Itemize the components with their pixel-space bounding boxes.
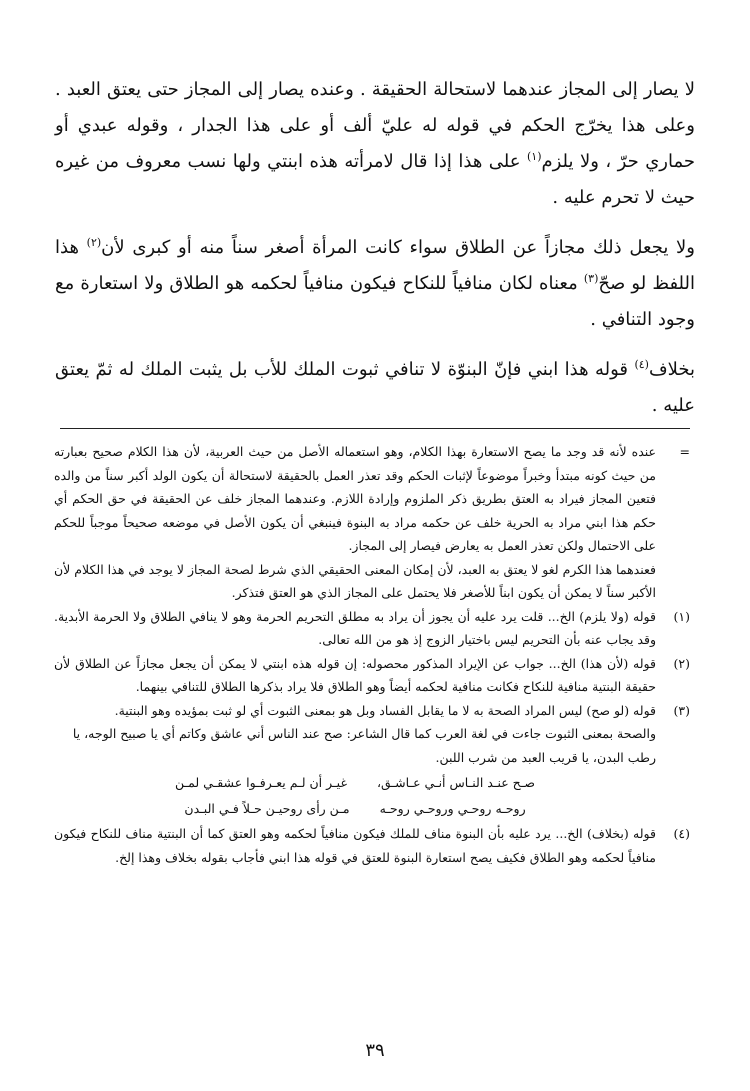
page-number: ٣٩ xyxy=(365,1040,385,1061)
continuation-marker: = xyxy=(679,444,690,459)
footnote-3-text: قوله (لو صح) ليس المراد الصحة به لا ما يقابل الفساد وبل هو بمعنى الثبوت أي لو ثبت بمؤيده وهو البنتية. xyxy=(114,702,656,718)
footnote-3-number: (٣) xyxy=(673,702,690,718)
continuation-body xyxy=(54,440,656,605)
footnote-4 xyxy=(54,822,690,869)
paragraph-3 xyxy=(55,352,695,424)
footnote-3-cont xyxy=(54,722,690,769)
footnote-4-text: قوله (بخلاف) الخ... يرد عليه بأن البنوة مناف للملك فيكون منافياً لحكمه وهو العتق كما أن البنتية مناف للنكاح فيكون منافياً لحكمه وهو الطلاق فكيف يصح استعارة البنوة للعتق في قوله هذا ابني فأجاب بقوله بخلاف وهذا إلخ. xyxy=(54,826,656,865)
footnote-3-body xyxy=(54,699,656,723)
verse-line-2 xyxy=(54,797,690,821)
footnote-3-text-2: والصحة بمعنى الثبوت جاءت في لغة العرب كما قال الشاعر: صح عند الناس أني عاشق وكاتم أي يا صبيح الوجه، يا رطب البدن، يا قريب العبد من شرب اللبن. xyxy=(72,726,656,765)
paragraph-2 xyxy=(55,230,695,338)
footnote-1 xyxy=(54,605,690,652)
footnote-2-number: (٢) xyxy=(673,655,690,671)
paragraph-2-text-a: ولا يجعل ذلك مجازاً عن الطلاق سواء كانت المرأة أصغر سناً منه أو كبرى لأن xyxy=(101,237,695,258)
footnote-continuation xyxy=(54,440,690,605)
paragraph-2-text-c: معناه لكان منافياً للنكاح فيكون منافياً لحكمه هو الطلاق ولا استعارة مع وجود التنافي . xyxy=(55,273,695,330)
continuation-text: عنده لأنه قد وجد ما يصح الاستعارة بهذا الكلام، وهو استعماله الأصل من حيث العربية، لأن هذا الكلام صحيح بعبارته من حيث كونه مبتدأ وخبراً موضوعاً لإثبات الحكم وقد تعذر العمل بالحقيقة لاستحالة أن يكون الولد أكبر سناً من والده فتعين المجاز فيراد به العتق بطريق ذكر الملزوم وإرادة اللازم. وعندهما المجاز خلف عن الحقيقة في حق الحكم أي حكم هذا ابني مراد به الحرية خلف عن حكمه مراد به البنوة فينبغي أن يكون الأصل في موضعه صحيحاً موجباً للحكم على الاحتمال ولكن تعذر العمل به يعارض فيصار إلى المجاز. xyxy=(54,444,656,553)
footnote-3-cont-spacer xyxy=(656,722,690,769)
footnote-1-number: (١) xyxy=(673,608,690,624)
paragraph-3-text-b: قوله هذا ابني فإنّ البنوّة لا تنافي ثبوت الملك للأب بل يثبت الملك له ثمّ يعتق عليه . xyxy=(55,359,695,416)
footnote-ref-3: (٣) xyxy=(583,272,599,285)
continuation-text-2: فعندهما هذا الكرم لغو لا يعتق به العبد، لأن إمكان المعنى الحقيقي الذي شرط لصحة المجاز لا يوجد في هذا الكلام لأن الأكبر سناً لا يمكن أن يكون ابناً للأصغر فلا يحتمل على المجاز الذي هو العتق فتذكر. xyxy=(54,561,656,600)
paragraph-2-text-b: هذا اللفظ لو صحّ xyxy=(55,237,695,294)
footnote-1-text: قوله (ولا يلزم) الخ... قلت يرد عليه أن يجوز أن يراد به مطلق التحريم الحرمة وهو لا ينافي الطلاق ولا الحرمة الأبدية. وقد يجاب عنه بأن التحريم ليس باختيار الزوج إذ هو من الله تعالى. xyxy=(54,608,656,647)
footnote-4-number: (٤) xyxy=(673,826,690,841)
footnote-ref-2: (٢) xyxy=(86,236,102,249)
verse-2-hemistich-a: روحـه روحـي وروحـي روحـه xyxy=(379,800,526,816)
footnote-2 xyxy=(54,652,690,699)
main-text xyxy=(55,72,695,424)
verse-2-hemistich-b: مـن رأى روحيـن حـلاً فـي البـدن xyxy=(184,800,350,816)
paragraph-3-text-a: بخلاف xyxy=(648,359,695,380)
footnote-3 xyxy=(54,699,690,723)
verse-1-hemistich-a: صـح عنـد النـاس أنـي عـاشـق، xyxy=(377,775,536,790)
footnote-2-text: قوله (لأن هذا) الخ... جواب عن الإيراد المذكور محصوله: إن قوله هذه ابنتي لا يمكن أن يجعل مجازاً عن الطلاق لأن حقيقة البنتية منافية للنكاح فكانت منافية لحكمه أيضاً وهو الطلاق فلا يراد بذكرها الطلاق للتنافي بينهما. xyxy=(54,655,656,694)
paragraph-1-rest: على هذا إذا قال لامرأته هذه ابنتي ولها نسب معروف من غيره حيث لا تحرم عليه . xyxy=(55,151,695,208)
footnote-ref-4: (٤) xyxy=(634,358,649,371)
footnotes xyxy=(54,440,690,869)
paragraph-1-text: لا يصار إلى المجاز عندهما لاستحالة الحقيقة . وعنده يصار إلى المجاز حتى يعتق العبد . وعلى هذا يخرّج الحكم في قوله له عليّ ألف أو على هذا الجدار ، وقوله عبدي أو حماري حرّ ، ولا يلزم xyxy=(55,79,695,172)
footnote-ref-1: (١) xyxy=(526,150,542,163)
verse-line-1 xyxy=(54,771,690,795)
verse-1-hemistich-b: غيـر أن لـم يعـرفـوا عشقـي لمـن xyxy=(174,775,347,790)
paragraph-1 xyxy=(55,72,695,216)
footnote-divider xyxy=(60,428,690,429)
